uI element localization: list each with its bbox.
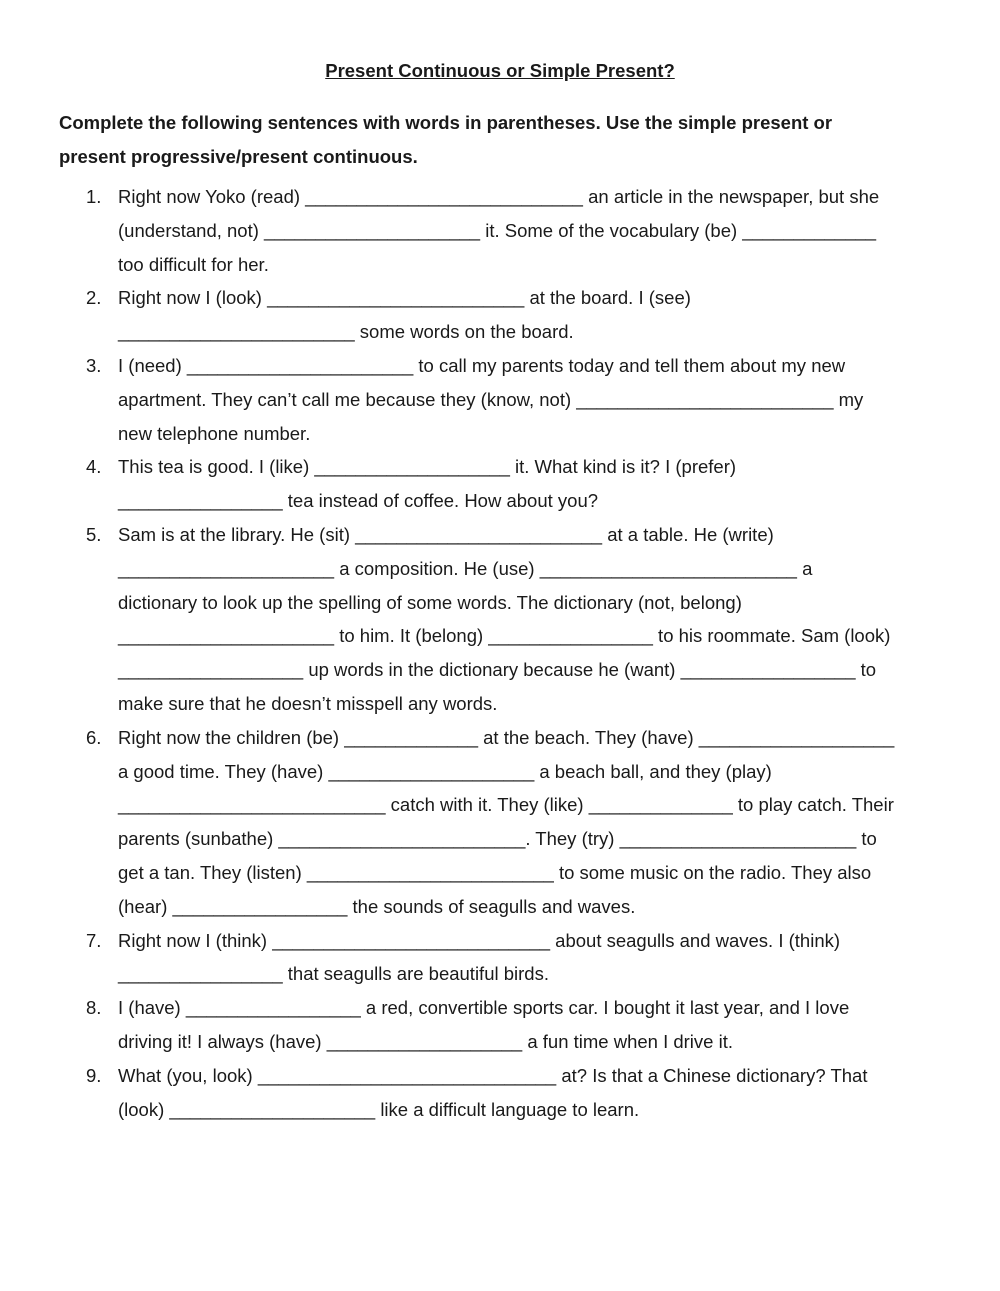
question-line: apartment. They can’t call me because they (know, not) _________________________ my	[118, 388, 864, 410]
question-line: Right now Yoko (read) ___________________________ an article in the newspaper, but she	[118, 186, 880, 207]
question-line: __________________ up words in the dictionary because he (want) _________________ to	[118, 659, 877, 681]
question-number: 7.	[86, 929, 102, 951]
question-5	[0, 518, 1000, 721]
question-number: 8.	[86, 997, 102, 1019]
question-line: driving it! I always (have) ___________________ a fun time when I drive it.	[118, 1030, 733, 1052]
instructions	[59, 106, 939, 174]
question-1	[0, 180, 1000, 281]
question-8	[0, 991, 1000, 1059]
question-line: ________________ tea instead of coffee. How about you?	[118, 490, 599, 512]
question-9	[0, 1059, 1000, 1127]
question-line: a good time. They (have) ____________________ a beach ball, and they (play)	[118, 760, 772, 782]
question-number: 9.	[86, 1064, 102, 1086]
question-line: dictionary to look up the spelling of some words. The dictionary (not, belong)	[118, 591, 742, 613]
question-7	[0, 924, 1000, 992]
question-line: I (have) _________________ a red, convertible sports car. I bought it last year, and I love	[118, 997, 850, 1019]
question-line: This tea is good. I (like) ___________________ it. What kind is it? I (prefer)	[118, 456, 737, 478]
question-4	[0, 450, 1000, 518]
question-number: 5.	[86, 523, 102, 545]
question-line: Right now the children (be) _____________ at the beach. They (have) ___________________	[118, 726, 895, 748]
question-line: What (you, look) _____________________________ at? Is that a Chinese dictionary? That	[118, 1064, 868, 1086]
question-line: new telephone number.	[118, 422, 311, 444]
question-6	[0, 721, 1000, 924]
question-line: parents (sunbathe) ________________________. They (try) _______________________ to	[118, 828, 877, 850]
question-line: (look) ____________________ like a difficult language to learn.	[118, 1098, 640, 1120]
question-line: get a tan. They (listen) ________________________ to some music on the radio. They also	[118, 861, 872, 883]
question-number: 3.	[86, 354, 102, 376]
question-line: Right now I (think) ___________________________ about seagulls and waves. I (think)	[118, 929, 841, 951]
page-title: Present Continuous or Simple Present?	[325, 60, 675, 81]
question-line: (understand, not) _____________________ it. Some of the vocabulary (be) _____________	[118, 219, 877, 241]
question-line: make sure that he doesn’t misspell any words.	[118, 692, 498, 714]
instructions-line: Complete the following sentences with words in parentheses. Use the simple present or	[59, 112, 833, 133]
question-number: 1.	[86, 186, 102, 207]
question-number: 4.	[86, 456, 102, 478]
question-line: _____________________ to him. It (belong) ________________ to his roommate. Sam (look)	[118, 625, 891, 647]
question-line: Right now I (look) _________________________ at the board. I (see)	[118, 287, 691, 309]
question-number: 6.	[86, 726, 102, 748]
question-line: too difficult for her.	[118, 253, 269, 275]
question-line: _______________________ some words on the board.	[118, 321, 574, 343]
instructions-line: present progressive/present continuous.	[59, 146, 418, 167]
question-number: 2.	[86, 287, 102, 309]
question-list	[0, 180, 1000, 1126]
question-line: I (need) ______________________ to call my parents today and tell them about my new	[118, 354, 846, 376]
question-line: _____________________ a composition. He (use) _________________________ a	[118, 557, 813, 579]
question-line: Sam is at the library. He (sit) ________________________ at a table. He (write)	[118, 523, 774, 545]
question-line: (hear) _________________ the sounds of seagulls and waves.	[118, 895, 636, 917]
question-3	[0, 349, 1000, 450]
question-2	[0, 281, 1000, 349]
question-line: __________________________ catch with it. They (like) ______________ to play catch. Their	[118, 794, 894, 816]
question-line: ________________ that seagulls are beautiful birds.	[118, 963, 549, 985]
